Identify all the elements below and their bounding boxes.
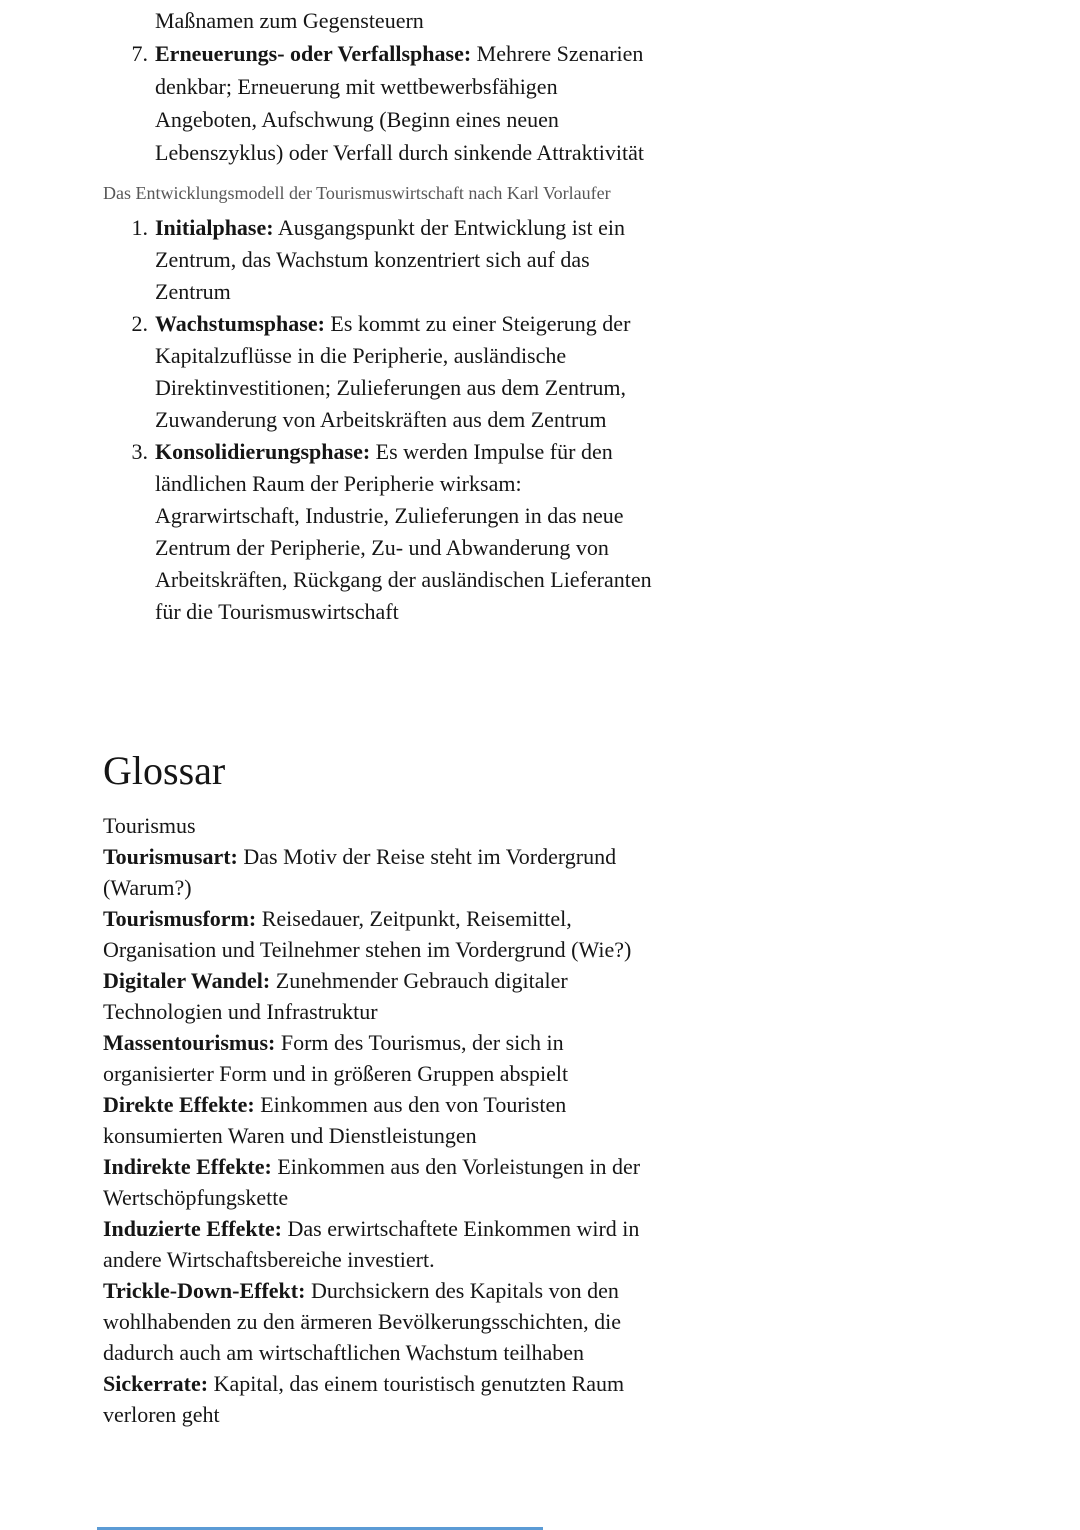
text-line xyxy=(155,340,630,372)
list-item-text xyxy=(155,37,644,169)
text-line xyxy=(103,1151,640,1182)
list-item-text xyxy=(155,436,652,628)
text-line xyxy=(155,500,652,532)
bold-term: Trickle-Down-Effekt: xyxy=(103,1278,306,1303)
list-item xyxy=(103,212,652,308)
text-line xyxy=(103,1306,640,1337)
text-run: Maßnamen zum Gegensteuern xyxy=(155,8,424,33)
text-run: Direktinvestitionen; Zulieferungen aus dem Zentrum, xyxy=(155,375,627,400)
list-marker: 2. xyxy=(131,311,148,336)
text-run: Reisedauer, Zeitpunkt, Reisemittel, xyxy=(256,906,572,931)
text-run: organisierter Form und in größeren Gruppen abspielt xyxy=(103,1061,569,1086)
text-line xyxy=(155,37,644,70)
text-line xyxy=(155,564,652,596)
text-line xyxy=(155,4,424,37)
text-line xyxy=(155,436,652,468)
text-run: Angeboten, Aufschwung (Beginn eines neuen xyxy=(155,107,559,132)
text-run: Kapitalzuflüsse in die Peripherie, ausländische xyxy=(155,343,567,368)
text-line xyxy=(103,1368,640,1399)
text-line xyxy=(103,1337,640,1368)
text-line xyxy=(103,841,640,872)
paragraph-continuation xyxy=(155,4,424,37)
list-item xyxy=(103,308,652,436)
text-run: Einkommen aus den von Touristen xyxy=(254,1092,567,1117)
text-line xyxy=(103,872,640,903)
text-line xyxy=(103,1399,640,1430)
text-line xyxy=(155,276,625,308)
text-run: wohlhabenden zu den ärmeren Bevölkerungsschichten, die xyxy=(103,1309,622,1334)
text-run: denkbar; Erneuerung mit wettbewerbsfähigen xyxy=(155,74,558,99)
text-line xyxy=(155,372,630,404)
text-run: Form des Tourismus, der sich in xyxy=(275,1030,564,1055)
text-run: Es werden Impulse für den xyxy=(370,439,613,464)
bold-term: Induzierte Effekte: xyxy=(103,1216,283,1241)
text-run: Zentrum, das Wachstum konzentriert sich auf das xyxy=(155,247,590,272)
bold-term: Erneuerungs- oder Verfallsphase: xyxy=(155,41,472,66)
text-line xyxy=(103,1089,640,1120)
text-run: Es kommt zu einer Steigerung der xyxy=(324,311,631,336)
bold-term: Tourismusart: xyxy=(103,844,238,869)
text-run: Zuwanderung von Arbeitskräften aus dem Zentrum xyxy=(155,407,607,432)
text-run: (Warum?) xyxy=(103,875,192,900)
text-run: Mehrere Szenarien xyxy=(471,41,644,66)
section-caption: Das Entwicklungsmodell der Tourismuswirtschaft nach Karl Vorlaufer xyxy=(103,183,611,203)
numbered-list-renewal-phase xyxy=(103,37,644,169)
bold-term: Konsolidierungsphase: xyxy=(155,439,371,464)
text-line xyxy=(103,1058,640,1089)
text-line xyxy=(155,244,625,276)
list-item-text xyxy=(155,308,630,436)
text-run: ländlichen Raum der Peripherie wirksam: xyxy=(155,471,522,496)
glossary-heading: Glossar xyxy=(103,748,226,793)
text-run: andere Wirtschaftsbereiche investiert. xyxy=(103,1247,435,1272)
bold-term: Massentourismus: xyxy=(103,1030,276,1055)
text-run: Zentrum der Peripherie, Zu- und Abwanderung von xyxy=(155,535,609,560)
text-line xyxy=(155,468,652,500)
text-run: Zunehmender Gebrauch digitaler xyxy=(270,968,568,993)
list-marker: 7. xyxy=(131,41,148,66)
text-line xyxy=(103,1182,640,1213)
numbered-list-vorlaufer-model xyxy=(103,212,652,628)
text-line xyxy=(103,996,640,1027)
text-line xyxy=(103,1244,640,1275)
text-run: Einkommen aus den Vorleistungen in der xyxy=(271,1154,641,1179)
text-run: Arbeitskräften, Rückgang der ausländischen Lieferanten xyxy=(155,567,652,592)
glossary-subheading: Tourismus xyxy=(103,813,196,838)
bold-term: Sickerrate: xyxy=(103,1371,209,1396)
text-line xyxy=(155,212,625,244)
list-marker: 1. xyxy=(131,215,148,240)
text-run: Das erwirtschaftete Einkommen wird in xyxy=(282,1216,640,1241)
list-marker: 3. xyxy=(131,439,148,464)
text-run: Durchsickern des Kapitals von den xyxy=(305,1278,619,1303)
text-line xyxy=(103,934,640,965)
bold-term: Direkte Effekte: xyxy=(103,1092,255,1117)
text-run: dadurch auch am wirtschaftlichen Wachstum teilhaben xyxy=(103,1340,585,1365)
text-line xyxy=(155,103,644,136)
text-line xyxy=(103,1027,640,1058)
text-line xyxy=(103,1275,640,1306)
text-run: Wertschöpfungskette xyxy=(103,1185,289,1210)
list-item xyxy=(103,436,652,628)
text-run: Ausgangspunkt der Entwicklung ist ein xyxy=(273,215,625,240)
text-run: Lebenszyklus) oder Verfall durch sinkende Attraktivität xyxy=(155,140,644,165)
text-line xyxy=(103,1213,640,1244)
text-line xyxy=(155,136,644,169)
bold-term: Digitaler Wandel: xyxy=(103,968,271,993)
text-run: Organisation und Teilnehmer stehen im Vordergrund (Wie?) xyxy=(103,937,632,962)
text-line xyxy=(155,532,652,564)
text-run: für die Tourismuswirtschaft xyxy=(155,599,399,624)
text-line xyxy=(155,596,652,628)
glossary-entries xyxy=(103,841,640,1430)
text-run: verloren geht xyxy=(103,1402,220,1427)
text-line xyxy=(155,404,630,436)
bold-term: Tourismusform: xyxy=(103,906,257,931)
text-line xyxy=(103,1120,640,1151)
text-run: Agrarwirtschaft, Industrie, Zulieferungen in das neue xyxy=(155,503,624,528)
list-item-text xyxy=(155,212,625,308)
text-line xyxy=(103,965,640,996)
bold-term: Wachstumsphase: xyxy=(155,311,325,336)
text-line xyxy=(103,903,640,934)
text-line xyxy=(155,70,644,103)
text-run: Das Motiv der Reise steht im Vordergrund xyxy=(237,844,617,869)
text-run: Kapital, das einem touristisch genutzten Raum xyxy=(208,1371,625,1396)
list-item xyxy=(103,37,644,169)
bold-term: Indirekte Effekte: xyxy=(103,1154,272,1179)
text-run: konsumierten Waren und Dienstleistungen xyxy=(103,1123,477,1148)
text-run: Zentrum xyxy=(155,279,231,304)
text-run: Technologien und Infrastruktur xyxy=(103,999,378,1024)
bold-term: Initialphase: xyxy=(155,215,274,240)
text-line xyxy=(155,308,630,340)
